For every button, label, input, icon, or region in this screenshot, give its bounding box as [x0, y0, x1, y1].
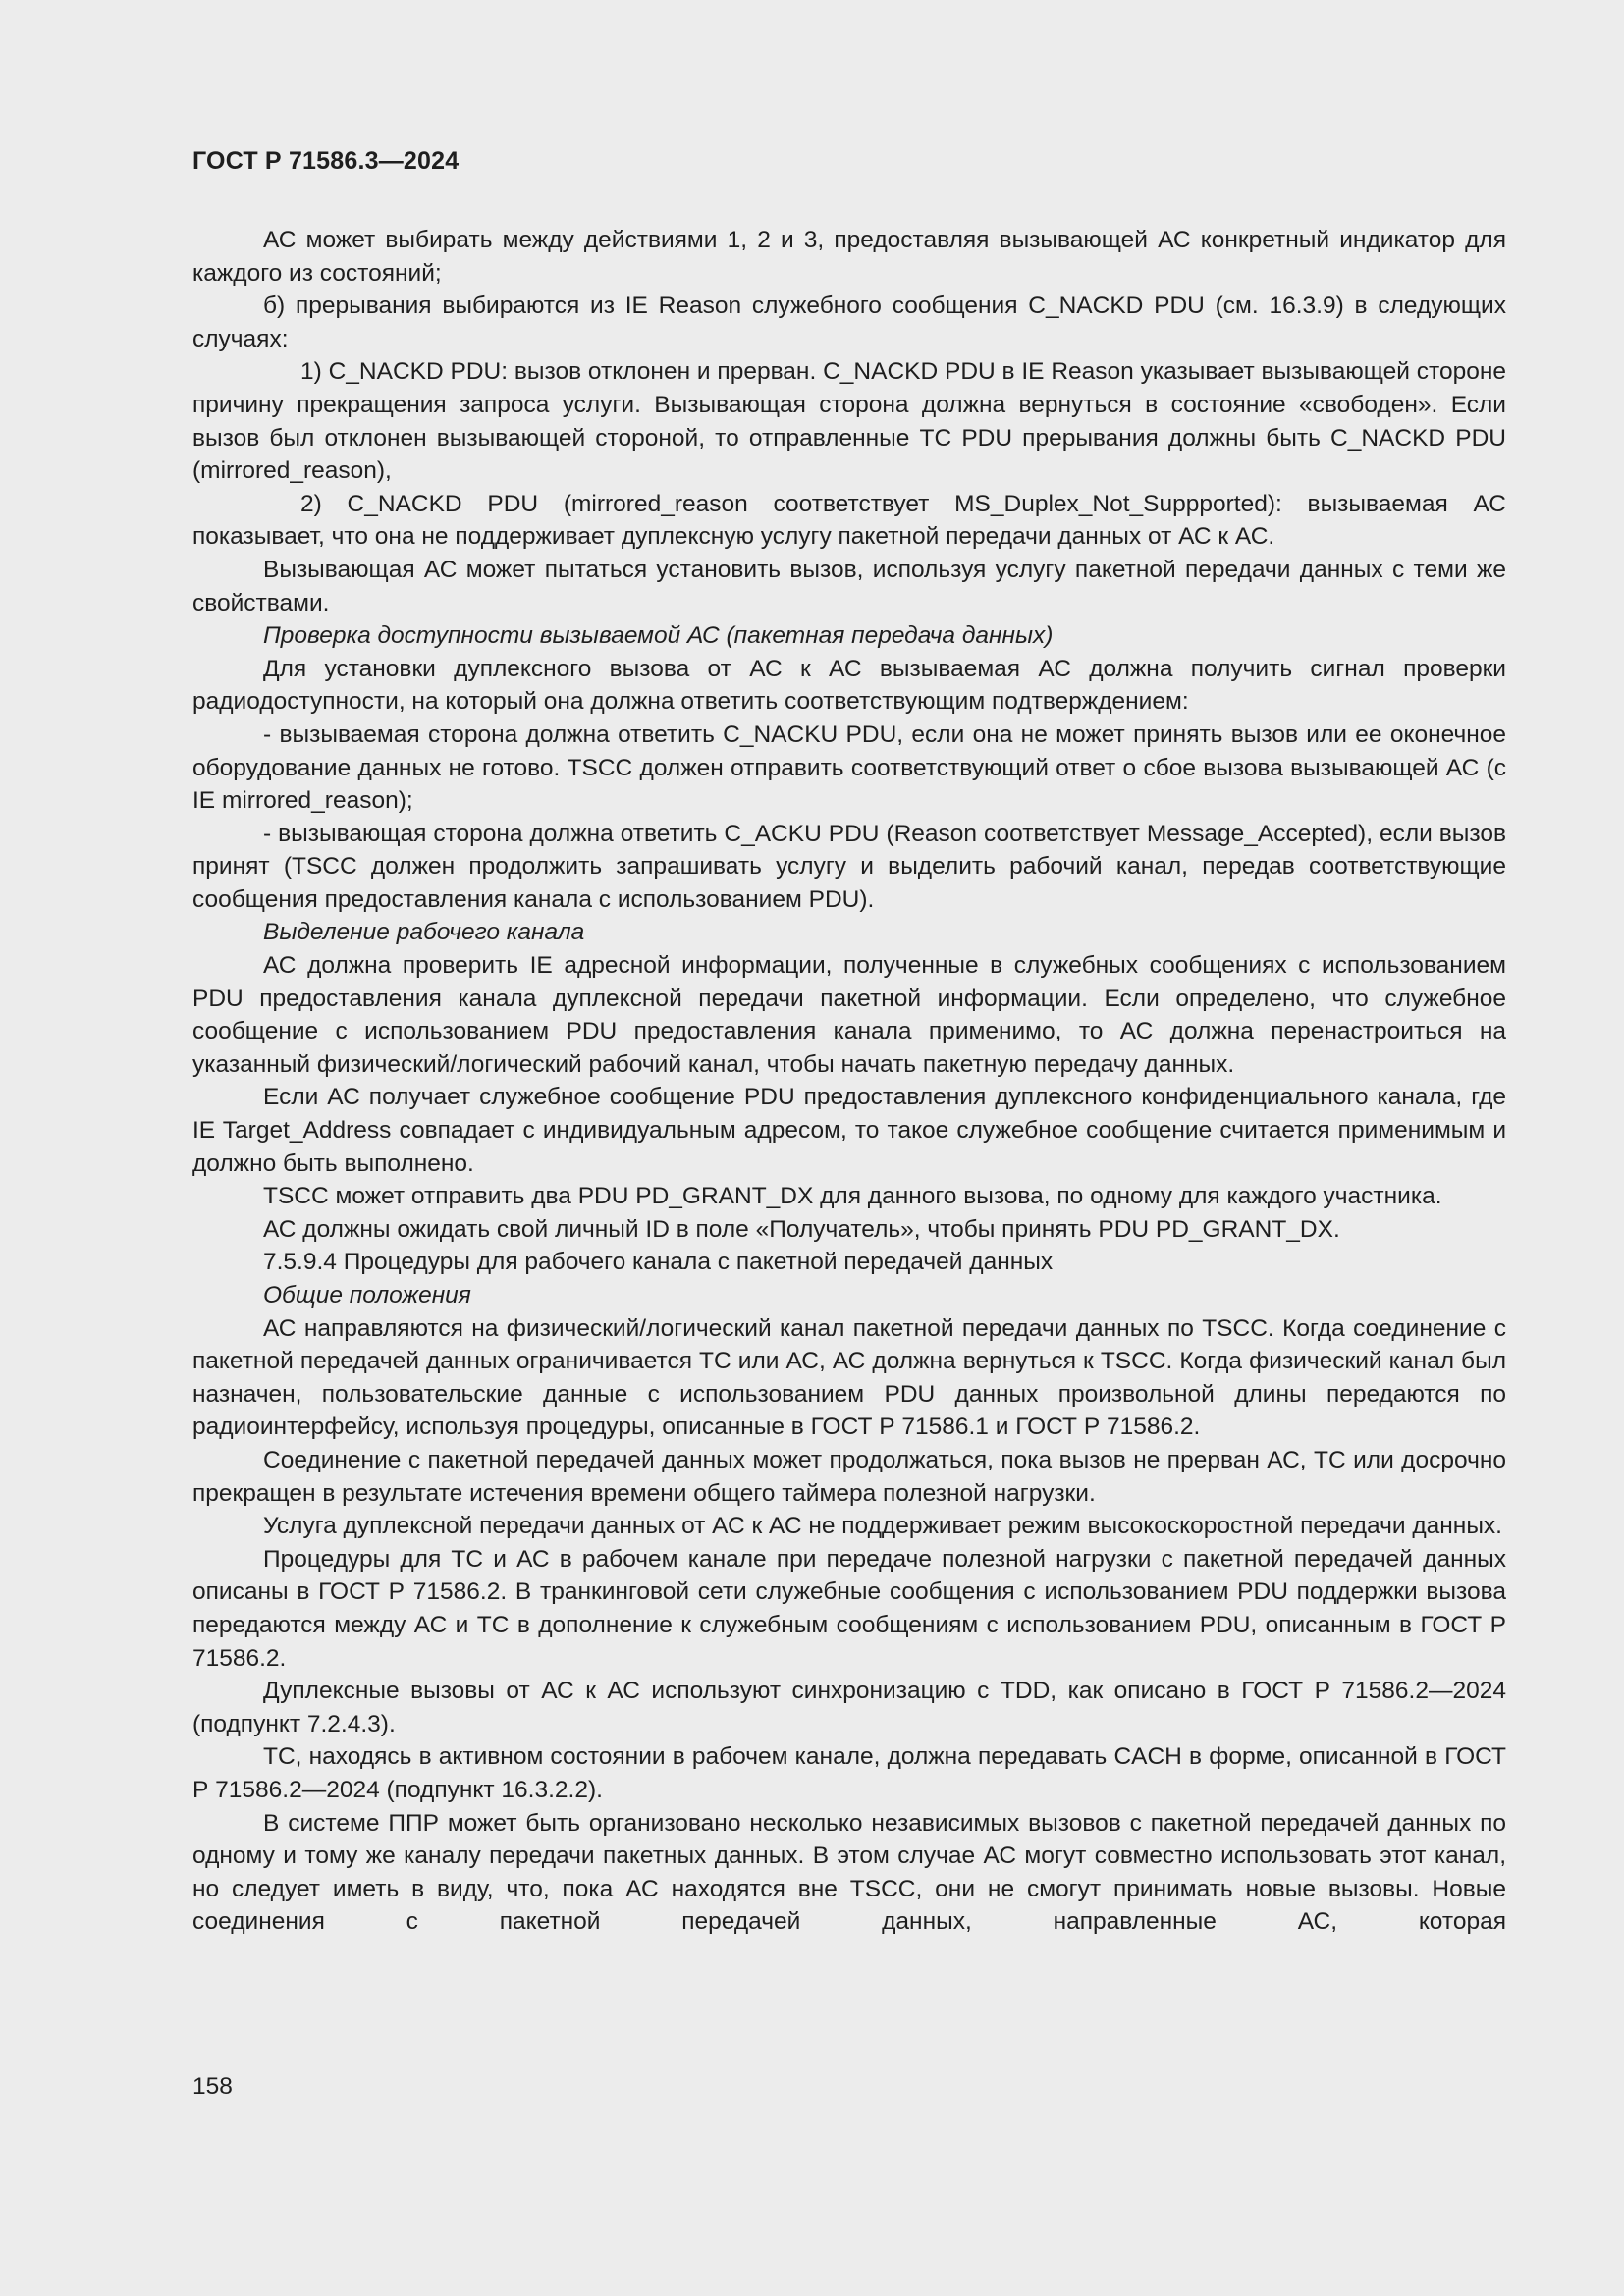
paragraph: Вызывающая АС может пытаться установить вызов, используя услугу пакетной передачи данных с теми же свойствами.	[192, 556, 1506, 616]
section-subheading: Общие положения	[263, 1282, 471, 1308]
paragraph: АС должна проверить IE адресной информации, полученные в служебных сообщениях с использованием PDU предоставления канала дуплексной передачи пакетной информации. Если определено, что служебное сообщение с использованием PDU предоставления канала применимо, то АС должна перенастроиться на указанный физический/логический рабочий канал, чтобы начать пакетную передачу данных.	[192, 952, 1506, 1078]
page-number: 158	[192, 2073, 233, 2100]
paragraph: Дуплексные вызовы от АС к АС используют синхронизацию с TDD, как описано в ГОСТ Р 71586.2—2024 (подпункт 7.2.4.3).	[192, 1678, 1506, 1737]
document-header: ГОСТ Р 71586.3—2024	[192, 147, 460, 175]
paragraph: Соединение с пакетной передачей данных может продолжаться, пока вызов не прерван АС, ТС или досрочно прекращен в результате истечения времени общего таймера полезной нагрузки.	[192, 1446, 1506, 1507]
list-item: - вызываемая сторона должна ответить C_NACKU PDU, если она не может принять вызов или ее оконечное оборудование данных не готово. TSCC должен отправить соответствующий ответ о сбое вызова вызывающей АС (с IE mirrored_reason);	[192, 721, 1506, 815]
paragraph: Услуга дуплексной передачи данных от АС к АС не поддерживает режим высокоскоростной передачи данных.	[263, 1513, 1502, 1540]
list-item: - вызывающая сторона должна ответить C_ACKU PDU (Reason соответствует Message_Accepted), если вызов принят (TSCC должен продолжить запрашивать услугу и выделить рабочий канал, передав соответствующие сообщения предоставления канала с использованием PDU).	[192, 820, 1506, 913]
paragraph: Для установки дуплексного вызова от АС к АС вызываемая АС должна получить сигнал проверки радиодоступности, на который она должна ответить соответствующим подтверждением:	[192, 655, 1506, 716]
paragraph: АС может выбирать между действиями 1, 2 и 3, предоставляя вызывающей АС конкретный индикатор для каждого из состояний;	[192, 227, 1506, 287]
paragraph: Если АС получает служебное сообщение PDU предоставления дуплексного конфиденциального канала, где IE Target_Address совпадает с индивидуальным адресом, то такое служебное сообщение считается применимым и должно быть выполнено.	[192, 1084, 1506, 1177]
section-subheading: Проверка доступности вызываемой АС (пакетная передача данных)	[263, 622, 1054, 650]
section-heading: 7.5.9.4 Процедуры для рабочего канала с пакетной передачей данных	[263, 1249, 1054, 1276]
list-item: 2) C_NACKD PDU (mirrored_reason соответствует MS_Duplex_Not_Suppported): вызываемая АС показывает, что она не поддерживает дуплексную услугу пакетной передачи данных от АС к АС.	[192, 490, 1506, 551]
paragraph: АС направляются на физический/логический канал пакетной передачи данных по TSCC. Когда соединение с пакетной передачей данных ограничивается ТС или АС, АС должна вернуться к TSCC. Когда физический канал был назначен, пользовательские данные с использованием PDU данных произвольной длины передаются по радиоинтерфейсу, используя процедуры, описанные в ГОСТ Р 71586.1 и ГОСТ Р 71586.2.	[192, 1314, 1506, 1441]
paragraph: ТС, находясь в активном состоянии в рабочем канале, должна передавать CACH в форме, описанной в ГОСТ Р 71586.2—2024 (подпункт 16.3.2.2).	[192, 1743, 1506, 1803]
section-subheading: Выделение рабочего канала	[263, 919, 585, 946]
list-item: 1) C_NACKD PDU: вызов отклонен и прерван. C_NACKD PDU в IE Reason указывает вызывающей стороне причину прекращения запроса услуги. Вызывающая сторона должна вернуться в состояние «свободен». Если вызов был отклонен вызывающей стороной, то отправленные ТС PDU прерывания должны быть C_NACKD PDU (mirrored_reason),	[192, 358, 1506, 485]
paragraph: Процедуры для ТС и АС в рабочем канале при передаче полезной нагрузки с пакетной передачей данных описаны в ГОСТ Р 71586.2. В транкинговой сети служебные сообщения с использованием PDU поддержки вызова передаются между АС и ТС в дополнение к служебным сообщениям с использованием PDU, описанным в ГОСТ Р 71586.2.	[192, 1545, 1506, 1672]
paragraph: АС должны ожидать свой личный ID в поле «Получатель», чтобы принять PDU PD_GRANT_DX.	[263, 1215, 1340, 1243]
paragraph: б) прерывания выбираются из IE Reason служебного сообщения C_NACKD PDU (см. 16.3.9) в следующих случаях:	[192, 293, 1506, 352]
paragraph: TSCC может отправить два PDU PD_GRANT_DX для данного вызова, по одному для каждого участника.	[263, 1183, 1442, 1210]
paragraph: В системе ППР может быть организовано несколько независимых вызовов с пакетной передачей данных по одному и тому же каналу передачи пакетных данных. В этом случае АС могут совместно использовать этот канал, но следует иметь в виду, что, пока АС находятся вне TSCC, они не смогут принимать новые вызовы. Новые соединения с пакетной передачей данных, направленные АС, которая	[192, 1809, 1506, 1936]
document-body	[192, 224, 1506, 1939]
